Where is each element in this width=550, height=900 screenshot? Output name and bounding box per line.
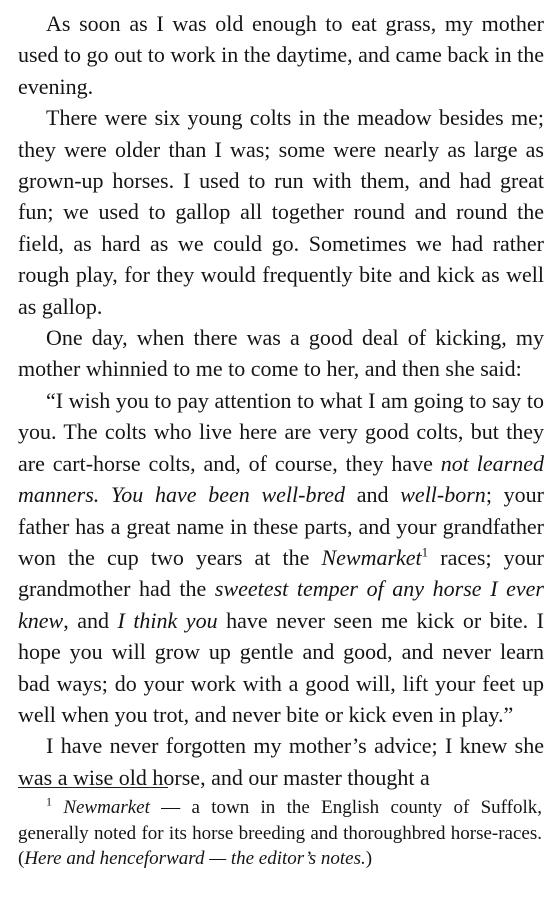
speech-text: “I wish you to pay attention to what I am going to say to you. The colts who live here are very good colts, but they are cart-horse colts, and, of course, they have [18, 387, 544, 476]
footnote-editor-note: Here and henceforward — the editor’s notes. [24, 848, 366, 869]
newmarket-term: Newmarket [321, 544, 422, 570]
speech-text: ; your father has a great name in these parts, and your grandfather won the cup two years at the [18, 482, 544, 570]
paragraph-1: As soon as I was old enough to eat grass, my mother used to go out to work in the daytime, and came back in the evening. [18, 11, 544, 99]
footnote-reference[interactable]: 1 [421, 544, 429, 560]
speech-emphasis: well-born [400, 482, 486, 508]
speech-emphasis: not learned manners. You have been well-bred [18, 450, 544, 508]
footnote-divider [18, 787, 168, 788]
paragraph-4-mother-speech [18, 385, 544, 730]
footnote [18, 795, 542, 872]
paragraph-3: One day, when there was a good deal of kicking, my mother whinnied to me to come to her, and then she said: [18, 325, 544, 382]
speech-emphasis: I think you [117, 607, 218, 633]
paragraph-5: I have never forgotten my mother’s advice; I knew she was a wise old horse, and our master thought a [18, 733, 544, 790]
speech-text: have never seen me kick or bite. I hope you will grow up gentle and good, and never learn bad ways; do your work with a good will, lift your feet up well when you trot, and never bite or kick even in play.” [18, 607, 544, 727]
book-page [18, 8, 544, 793]
footnote-mark: 1 [46, 794, 52, 809]
footnote-text: — a town in the English county of Suffolk, generally noted for its horse breeding and thoroughbred horse-races. ( [18, 797, 543, 869]
speech-text: and [345, 482, 401, 508]
speech-text: , and [63, 607, 118, 633]
footnote-term: Newmarket [63, 797, 150, 818]
speech-text: races; your grandmother had the [18, 544, 545, 602]
paragraph-2: There were six young colts in the meadow besides me; they were older than I was; some were nearly as large as grown-up horses. I used to run with them, and had great fun; we used to gallop all together round and round the field, as hard as we could go. Sometimes we had rather rough play, for they would frequently bite and kick as well as gallop. [18, 105, 544, 319]
footnote-text: ) [365, 848, 373, 869]
speech-emphasis: sweetest temper of any horse I ever knew [18, 576, 544, 633]
